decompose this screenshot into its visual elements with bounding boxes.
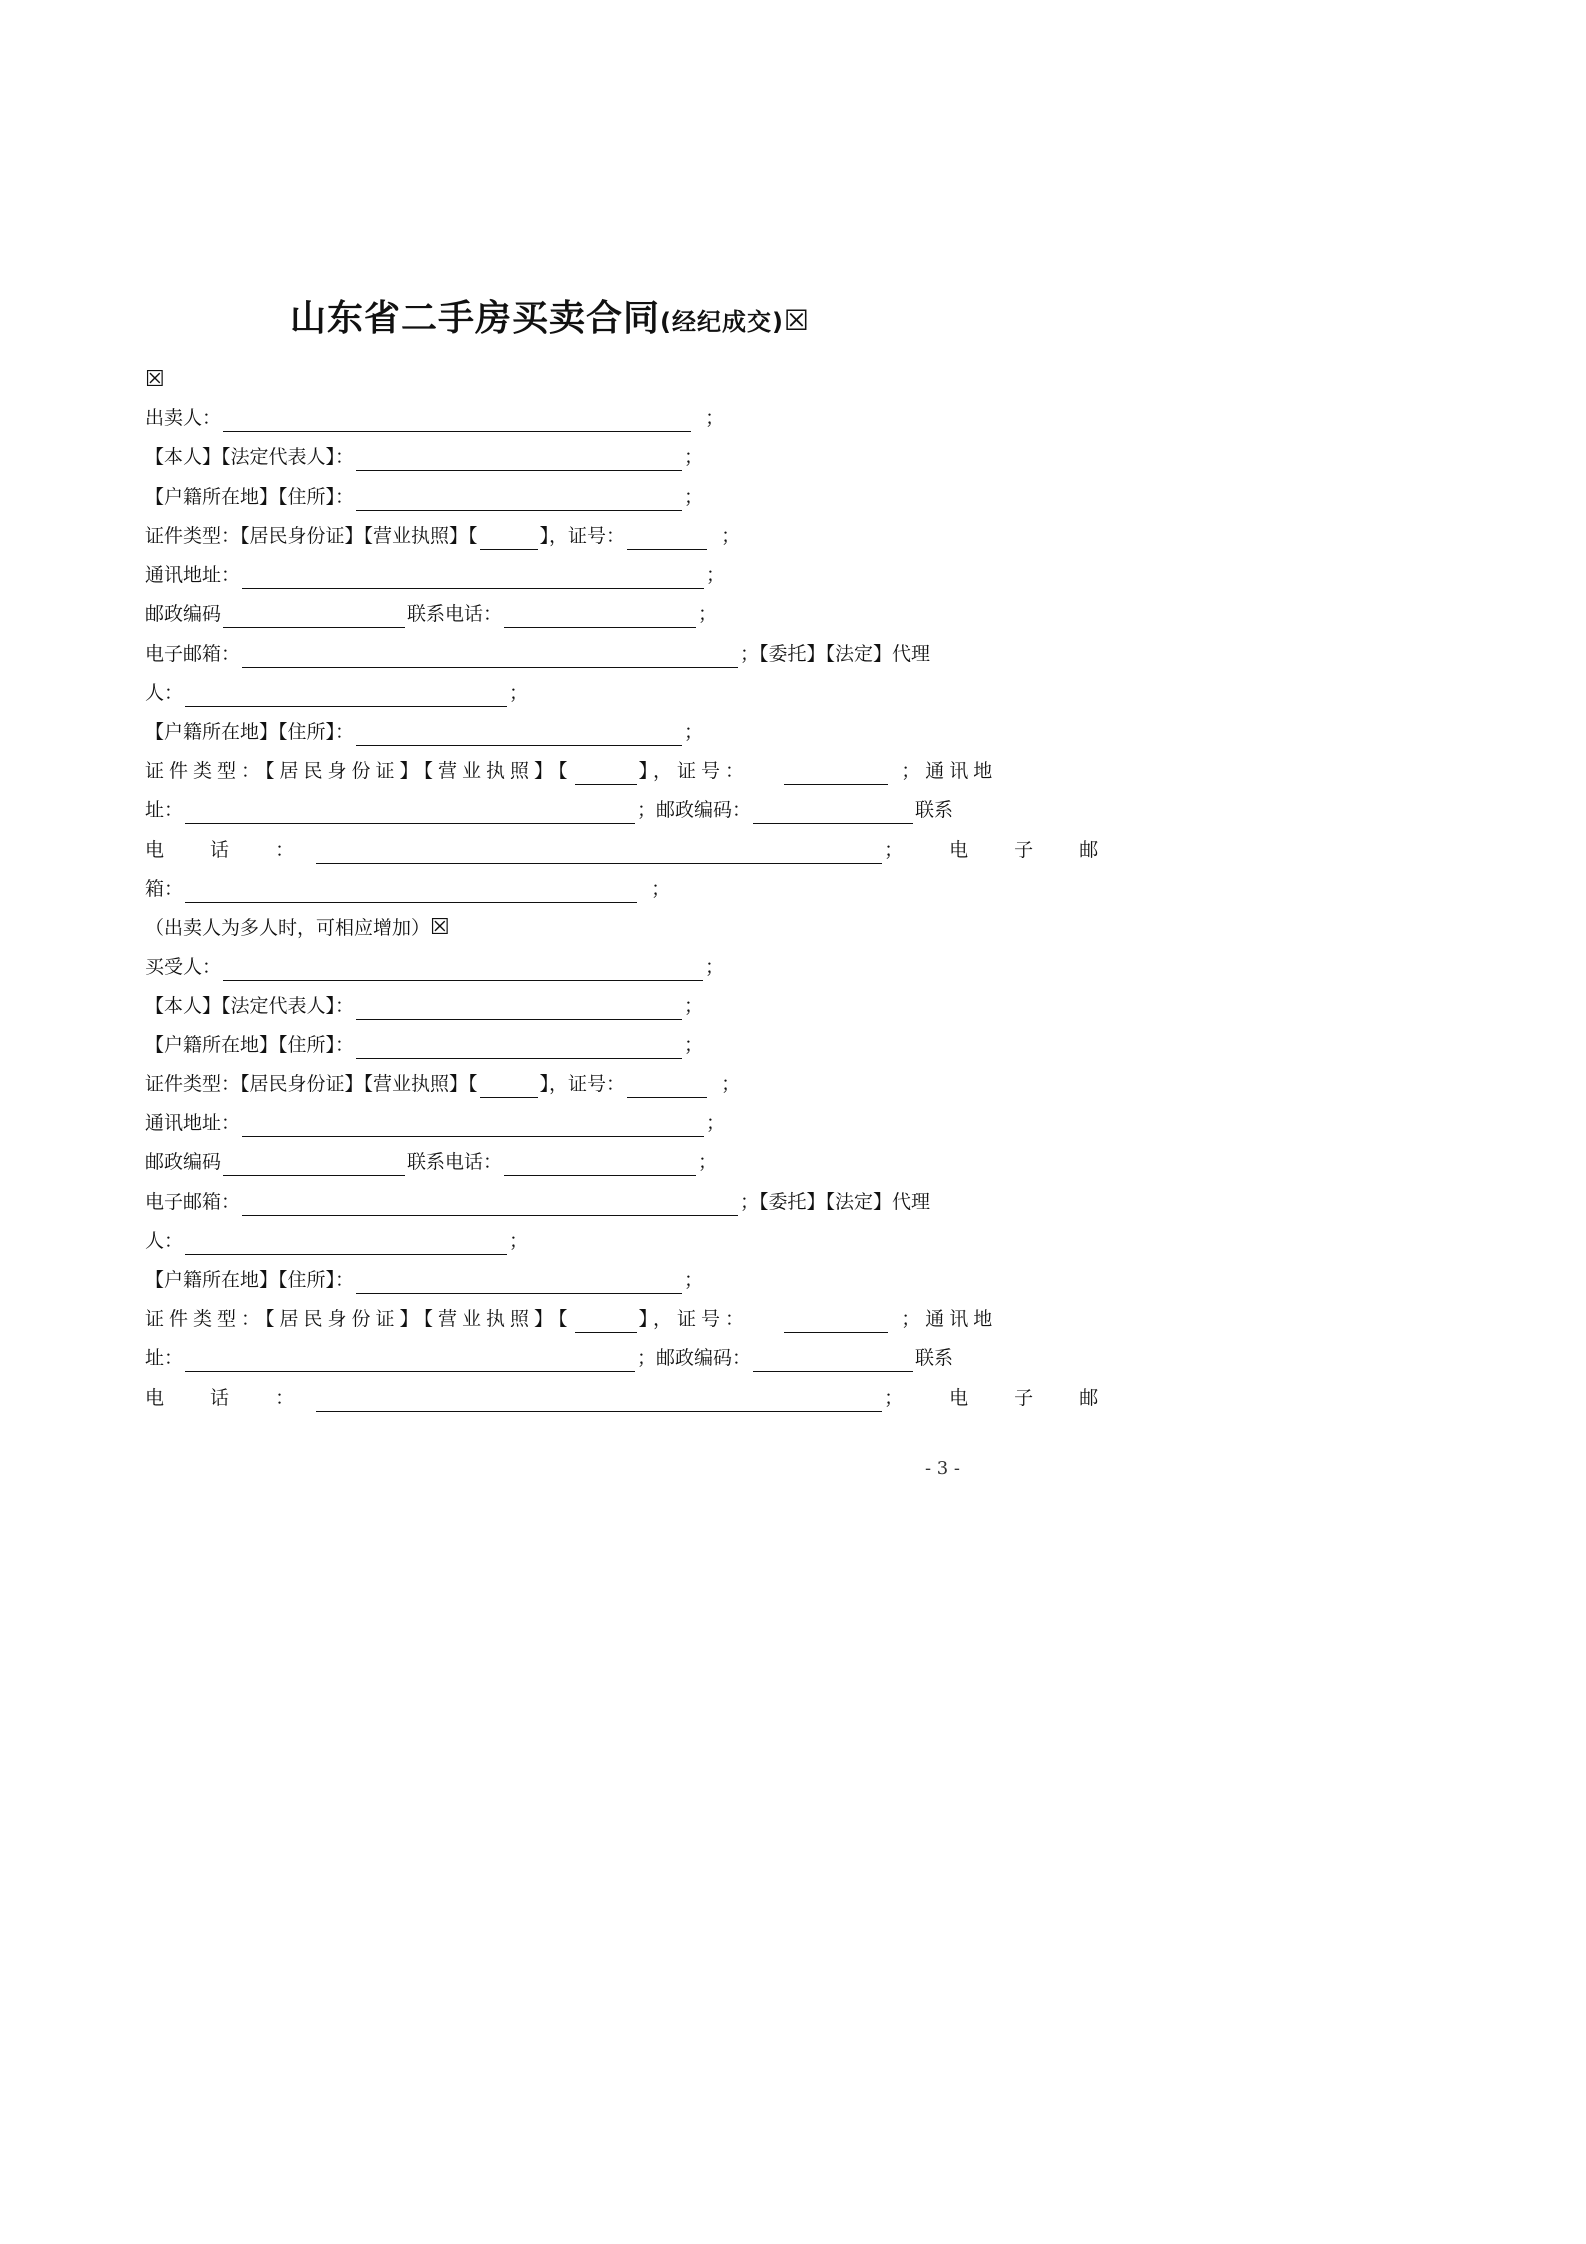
seller-postcode-line: 邮政编码 联系电话： ； bbox=[145, 600, 717, 628]
seller-mail-line: 通讯地址： ； bbox=[145, 561, 725, 589]
buyer-agent-addr-field[interactable] bbox=[185, 1349, 635, 1372]
buyer-postcode-field[interactable] bbox=[223, 1153, 405, 1176]
buyer-agent-phone-field[interactable] bbox=[316, 1389, 882, 1412]
buyer-email-line: 电子邮箱： ；【委托】【法定】代理 bbox=[145, 1188, 930, 1216]
seller-residence-line: 【户籍所在地】【住所】： ； bbox=[145, 483, 703, 511]
seller-agent-addr-line: 址： ；邮政编码： 联系 bbox=[145, 796, 953, 824]
buyer-agent-postcode-field[interactable] bbox=[753, 1349, 913, 1372]
seller-agent-email-line: 箱： ； bbox=[145, 875, 670, 903]
buyer-agent-phone-line: 电 话 ： ； 电 子 邮 bbox=[145, 1384, 1118, 1412]
buyer-agent-field[interactable] bbox=[185, 1232, 507, 1255]
seller-postcode-field[interactable] bbox=[223, 605, 405, 628]
seller-rep-line: 【本人】【法定代表人】： ； bbox=[145, 443, 703, 471]
buyer-rep-line: 【本人】【法定代表人】： ； bbox=[145, 992, 703, 1020]
seller-agent-postcode-field[interactable] bbox=[753, 801, 913, 824]
buyer-mail-field[interactable] bbox=[242, 1114, 704, 1137]
buyer-postcode-line: 邮政编码 联系电话： ； bbox=[145, 1148, 717, 1176]
seller-email-field[interactable] bbox=[242, 645, 738, 668]
seller-agent-residence-field[interactable] bbox=[356, 723, 682, 746]
buyer-phone-field[interactable] bbox=[504, 1153, 696, 1176]
title-sub: (经纪成交) bbox=[659, 308, 784, 336]
buyer-agent-id-line: 证件类型：【居民身份证】【营业执照】【 】，证号： ；通讯地 bbox=[145, 1305, 997, 1333]
buyer-email-field[interactable] bbox=[242, 1193, 738, 1216]
buyer-rep-field[interactable] bbox=[356, 997, 682, 1020]
buyer-agent-id-other-field[interactable] bbox=[575, 1310, 637, 1333]
seller-agent-addr-field[interactable] bbox=[185, 801, 635, 824]
multi-seller-note: （出卖人为多人时，可相应增加）☒ bbox=[145, 915, 450, 940]
buyer-agent-line: 人： ； bbox=[145, 1227, 528, 1255]
seller-residence-field[interactable] bbox=[356, 488, 682, 511]
buyer-line: 买受人： ； bbox=[145, 953, 724, 981]
seller-email-line: 电子邮箱： ；【委托】【法定】代理 bbox=[145, 640, 930, 668]
seller-agent-field[interactable] bbox=[185, 684, 507, 707]
checkbox-mark: ☒ bbox=[783, 304, 811, 337]
seller-agent-id-number-field[interactable] bbox=[784, 762, 888, 785]
page-number: - 3 - bbox=[924, 1458, 960, 1479]
top-checkbox-mark: ☒ bbox=[145, 367, 165, 392]
title-main: 山东省二手房买卖合同 bbox=[289, 298, 660, 339]
seller-agent-residence-line: 【户籍所在地】【住所】： ； bbox=[145, 718, 703, 746]
seller-mail-field[interactable] bbox=[242, 566, 704, 589]
buyer-id-other-field[interactable] bbox=[480, 1075, 538, 1098]
seller-rep-field[interactable] bbox=[356, 448, 682, 471]
buyer-mail-line: 通讯地址： ； bbox=[145, 1109, 725, 1137]
contract-page bbox=[0, 0, 1119, 1556]
seller-field[interactable] bbox=[223, 409, 691, 432]
buyer-agent-residence-field[interactable] bbox=[356, 1271, 682, 1294]
seller-agent-id-other-field[interactable] bbox=[575, 762, 637, 785]
buyer-id-line: 证件类型：【居民身份证】【营业执照】【 】，证号： ； bbox=[145, 1070, 740, 1098]
buyer-residence-line: 【户籍所在地】【住所】： ； bbox=[145, 1031, 703, 1059]
buyer-agent-addr-line: 址： ；邮政编码： 联系 bbox=[145, 1344, 953, 1372]
buyer-id-number-field[interactable] bbox=[627, 1075, 707, 1098]
seller-agent-phone-line: 电 话 ： ； 电 子 邮 bbox=[145, 836, 1118, 864]
seller-id-other-field[interactable] bbox=[480, 527, 538, 550]
seller-id-line: 证件类型：【居民身份证】【营业执照】【 】，证号： ； bbox=[145, 522, 740, 550]
seller-agent-email-field[interactable] bbox=[185, 880, 637, 903]
seller-agent-line: 人： ； bbox=[145, 679, 528, 707]
buyer-field[interactable] bbox=[223, 958, 703, 981]
buyer-residence-field[interactable] bbox=[356, 1036, 682, 1059]
document-title bbox=[0, 290, 1100, 341]
buyer-agent-id-number-field[interactable] bbox=[784, 1310, 888, 1333]
seller-line: 出卖人： ； bbox=[145, 404, 724, 432]
buyer-agent-residence-line: 【户籍所在地】【住所】： ； bbox=[145, 1266, 703, 1294]
seller-id-number-field[interactable] bbox=[627, 527, 707, 550]
seller-agent-id-line: 证件类型：【居民身份证】【营业执照】【 】，证号： ；通讯地 bbox=[145, 757, 997, 785]
seller-agent-phone-field[interactable] bbox=[316, 841, 882, 864]
seller-phone-field[interactable] bbox=[504, 605, 696, 628]
